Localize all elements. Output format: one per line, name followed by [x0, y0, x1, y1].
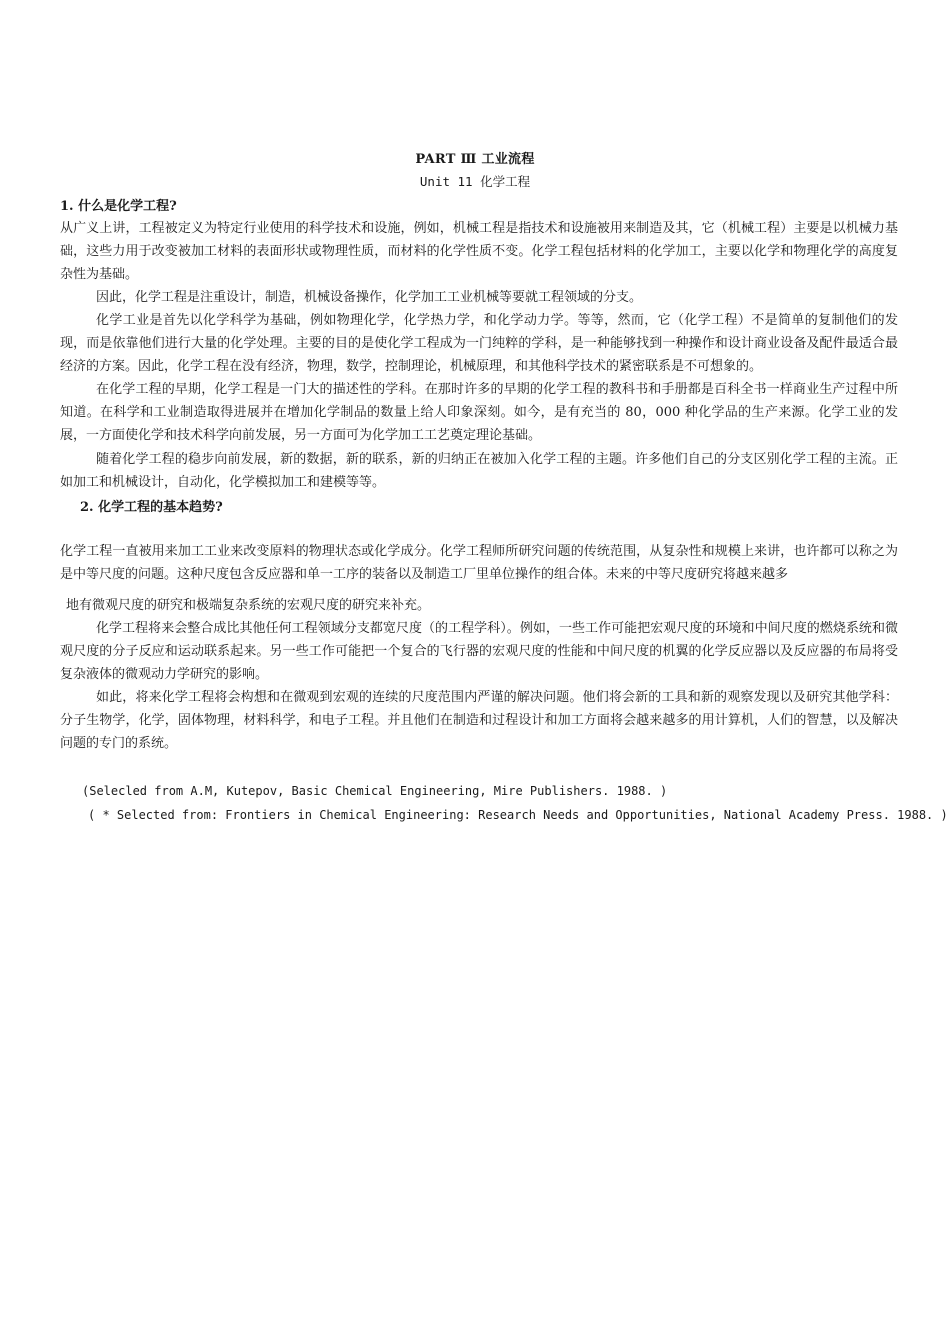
- section-2-heading: 2. 化学工程的基本趋势?: [80, 500, 223, 515]
- section-1-paragraph-5: 随着化学工程的稳步向前发展，新的数据，新的联系，新的归纳正在被加入化学工程的主题。许多他们自己的分支区别化学工程的主流。正如加工和机械设计，自动化，化学模拟加工和建模等等。: [60, 452, 898, 490]
- section-1-paragraph-3: 化学工业是首先以化学科学为基础，例如物理化学，化学热力学，和化学动力学。等等，然而，它（化学工程）不是简单的复制他们的发现，而是依靠他们进行大量的化学处理。主要的目的是使化学工程成为一门纯粹的学科，是一种能够找到一种操作和设计商业设备及配件最适合最经济的方案。因此，化学工程在没有经济，物理，数学，控制理论，机械原理，和其他科学技术的紧密联系是不可想象的。: [60, 313, 898, 374]
- section-2-paragraph-3: 如此，将来化学工程将会构想和在微观到宏观的连续的尺度范围内严谨的解决问题。他们将会新的工具和新的观察发现以及研究其他学科：分子生物学，化学，固体物理，材料科学，和电子工程。并且他们在制造和过程设计和加工方面将会越来越多的用计算机，人们的智慧，以及解决问题的专门的系统。: [60, 690, 898, 751]
- section-1-paragraph-2: 因此，化学工程是注重设计，制造，机械设备操作，化学加工工业机械等要就工程领域的分支。: [96, 290, 643, 305]
- section-2-paragraph-1-continued: 地有微观尺度的研究和极端复杂系统的宏观尺度的研究来补充。: [66, 598, 431, 613]
- section-2-paragraph-1: 化学工程一直被用来加工工业来改变原料的物理状态或化学成分。化学工程师所研究问题的传统范围，从复杂性和规模上来讲，也许都可以称之为是中等尺度的问题。这种尺度包含反应器和单一工序的装备以及制造工厂里单位操作的组合体。未来的中等尺度研究将越来越多: [60, 544, 898, 582]
- part-title: PART Ⅲ 工业流程: [415, 152, 535, 167]
- citation-2: ( * Selected from: Frontiers in Chemical Engineering: Research Needs and Opportunities, National Academy Press. 1988. ): [88, 808, 948, 822]
- unit-title: Unit 11 化学工程: [419, 174, 531, 189]
- section-1-paragraph-1: 从广义上讲，工程被定义为特定行业使用的科学技术和设施，例如，机械工程是指技术和设施被用来制造及其，它（机械工程）主要是以机械力基础，这些力用于改变被加工材料的表面形状或物理性质，而材料的化学性质不变。化学工程包括材料的化学加工，主要以化学和物理化学的高度复杂性为基础。: [60, 221, 898, 282]
- section-1-paragraph-4: 在化学工程的早期，化学工程是一门大的描述性的学科。在那时许多的早期的化学工程的教科书和手册都是百科全书一样商业生产过程中所知道。在科学和工业制造取得进展并在增加化学制品的数量上给人印象深刻。如今，是有充当的 80，000 种化学品的生产来源。化学工业的发展，一方面使化学和技术科学向前发展，另一方面可为化学加工工艺奠定理论基础。: [60, 382, 898, 443]
- section-1-heading: 1. 什么是化学工程?: [60, 199, 177, 214]
- section-2-paragraph-2: 化学工程将来会整合成比其他任何工程领域分支都宽尺度（的工程学科）。例如，一些工作可能把宏观尺度的环境和中间尺度的燃烧系统和微观尺度的分子反应和运动联系起来。另一些工作可能把一个复合的飞行器的宏观尺度的性能和中间尺度的机翼的化学反应器以及反应器的布局将受复杂液体的微观动力学研究的影响。: [60, 621, 898, 682]
- citation-1: (Selecled from A.M, Kutepov, Basic Chemical Engineering, Mire Publishers. 1988. ): [82, 784, 668, 798]
